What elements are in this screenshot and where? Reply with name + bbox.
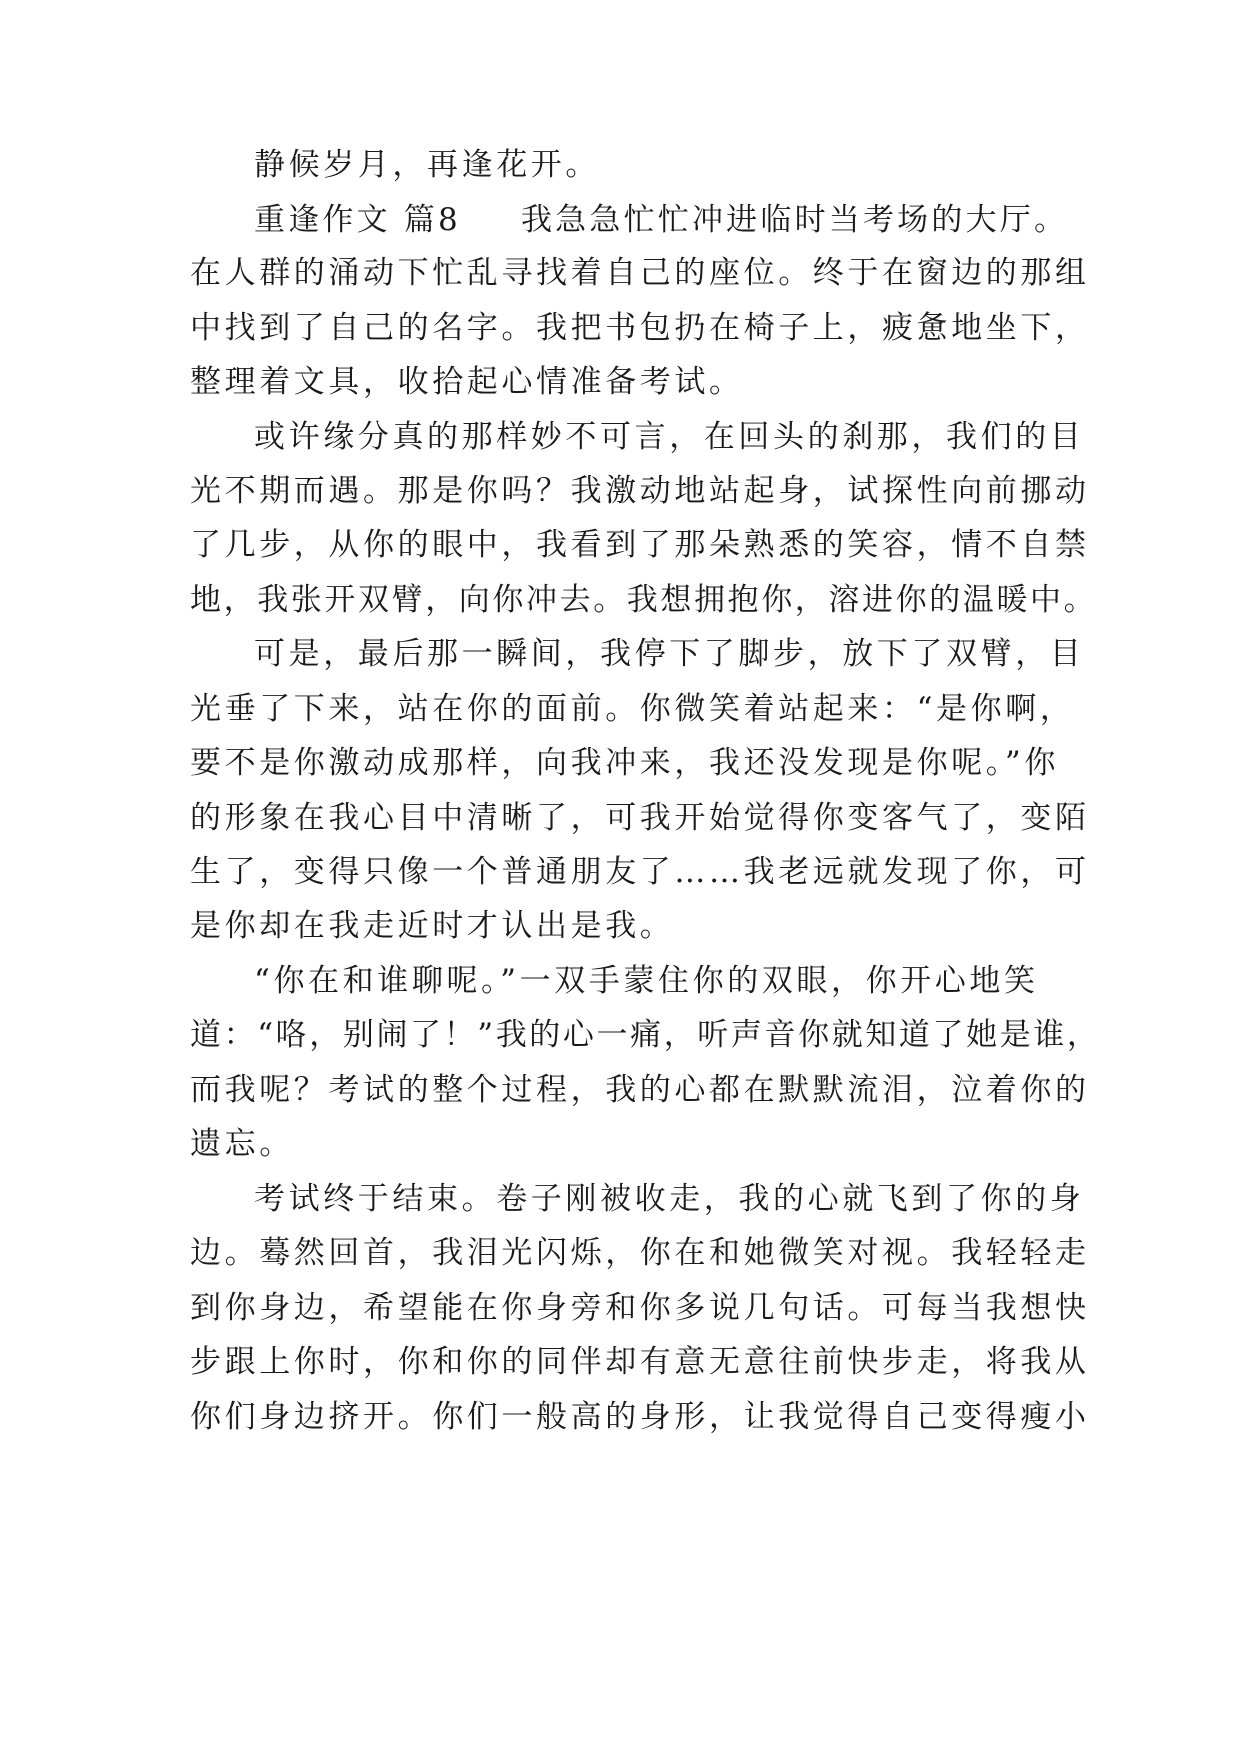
paragraph-line: 你们身边挤开。你们一般高的身形，让我觉得自己变得瘦小: [190, 1399, 1090, 1435]
paragraph-line: 中找到了自己的名字。我把书包扔在椅子上，疲惫地坐下，: [190, 310, 1090, 346]
paragraph-line: 生了，变得只像一个普通朋友了……我老远就发现了你，可: [190, 854, 1090, 890]
paragraph-line: 地，我张开双臂，向你冲去。我想拥抱你，溶进你的温暖中。: [190, 582, 1098, 618]
paragraph-line: 是你却在我走近时才认出是我。: [190, 908, 675, 944]
paragraph-line: 到你身边，希望能在你身旁和你多说几句话。可每当我想快: [190, 1290, 1090, 1326]
paragraph-line: 要不是你激动成那样，向我冲来，我还没发现是你呢。”你: [190, 745, 1059, 781]
paragraph-line: 可是，最后那一瞬间，我停下了脚步，放下了双臂，目: [254, 636, 1085, 672]
paragraph-line: 光不期而遇。那是你吗？我激动地站起身，试探性向前挪动: [190, 473, 1090, 509]
paragraph-line: 遗忘。: [190, 1126, 294, 1162]
paragraph-line: 了几步，从你的眼中，我看到了那朵熟悉的笑容，情不自禁: [190, 527, 1090, 563]
essay-heading-line: [254, 200, 1134, 240]
essay-title: 重逢作文 篇8: [254, 202, 461, 238]
paragraph-line: “你在和谁聊呢。”一双手蒙住你的双眼，你开心地笑: [254, 963, 1039, 999]
paragraph-line: 而我呢？考试的整个过程，我的心都在默默流泪，泣着你的: [190, 1072, 1090, 1108]
paragraph-line: 的形象在我心目中清晰了，可我开始觉得你变客气了，变陌: [190, 800, 1090, 836]
paragraph-line: 道：“咯，别闹了！”我的心一痛，听声音你就知道了她是谁，: [190, 1017, 1101, 1053]
paragraph-line: 考试终于结束。卷子刚被收走，我的心就飞到了你的身: [254, 1181, 1085, 1217]
paragraph-line: 整理着文具，收拾起心情准备考试。: [190, 364, 744, 400]
paragraph-line: 步跟上你时，你和你的同伴却有意无意往前快步走，将我从: [190, 1344, 1090, 1380]
paragraph-line: 光垂了下来，站在你的面前。你微笑着站起来：“是你啊，: [190, 691, 1075, 727]
paragraph-line: 或许缘分真的那样妙不可言，在回头的刹那，我们的目: [254, 419, 1085, 455]
paragraph-line: 我急急忙忙冲进临时当考场的大厅。: [520, 202, 1069, 238]
paragraph-line: 静候岁月，再逢花开。: [254, 147, 600, 183]
paragraph-line: 在人群的涌动下忙乱寻找着自己的座位。终于在窗边的那组: [190, 255, 1090, 291]
paragraph-line: 边。蓦然回首，我泪光闪烁，你在和她微笑对视。我轻轻走: [190, 1235, 1090, 1271]
